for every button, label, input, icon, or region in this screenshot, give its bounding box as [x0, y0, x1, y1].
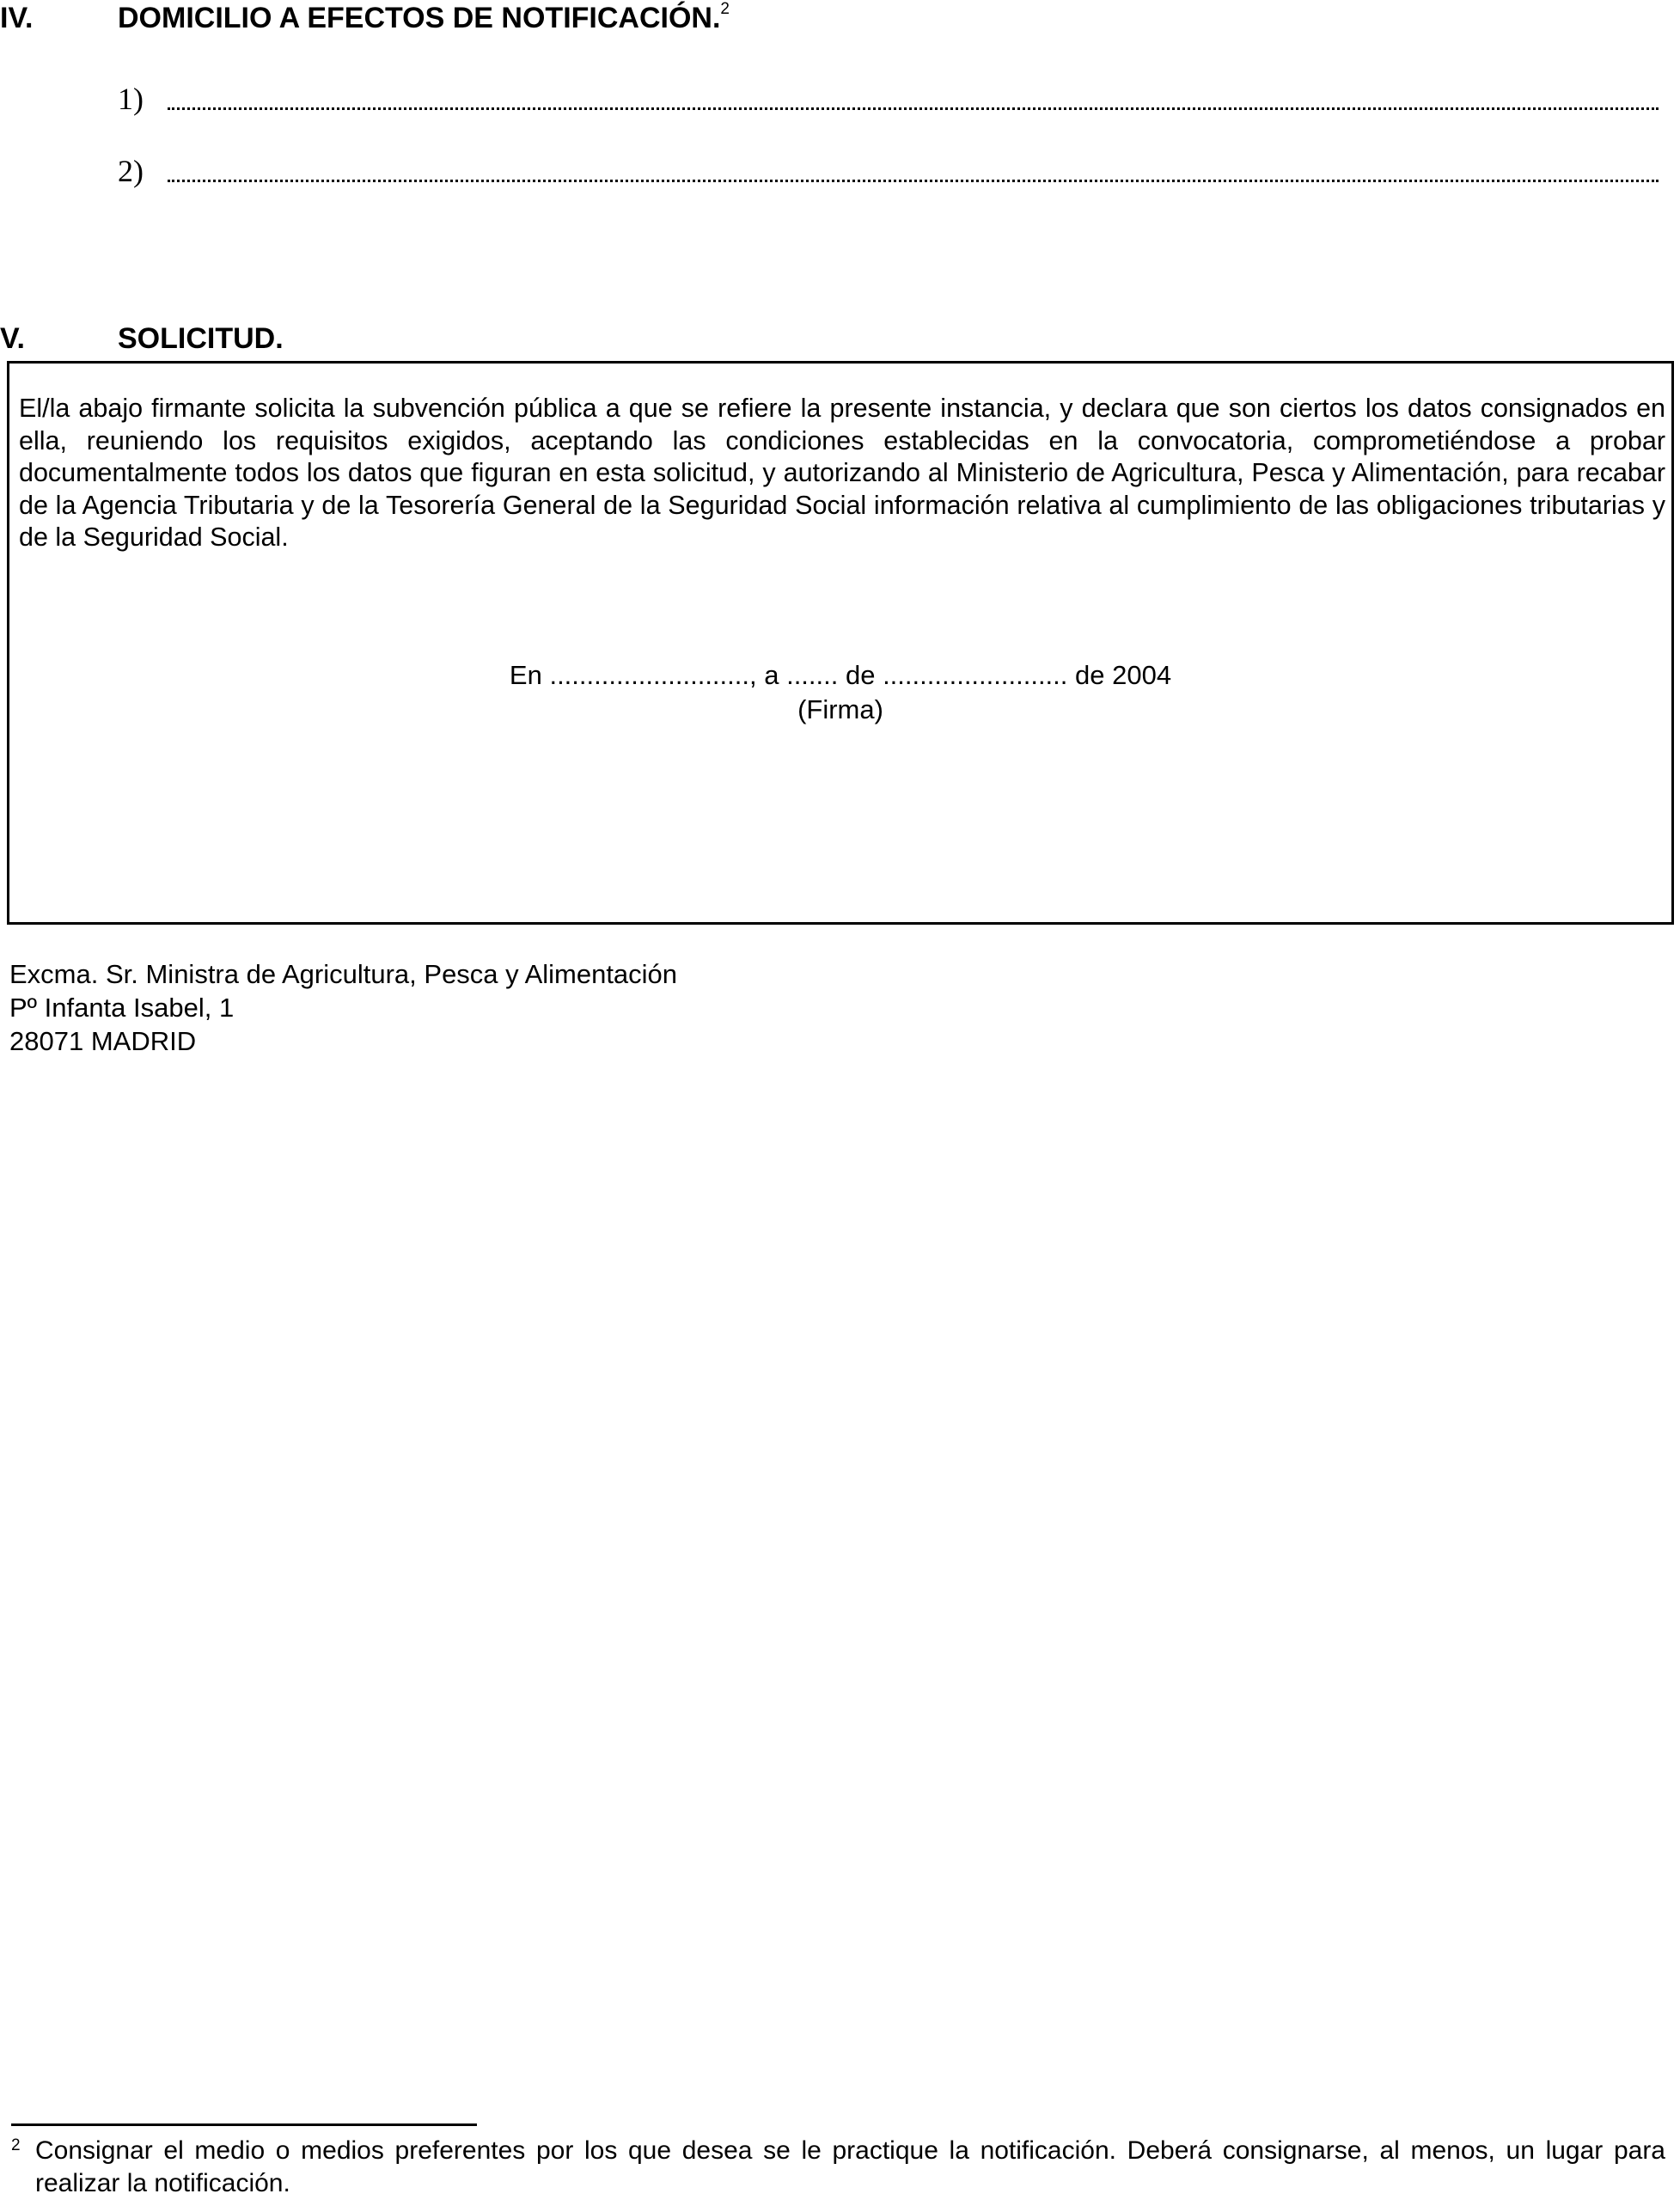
footnote-rule	[11, 2123, 477, 2126]
section-iv-title	[118, 1, 730, 40]
section-v-number: V.	[0, 322, 26, 355]
declaration-text: El/la abajo firmante solicita la subvención pública a que se refiere la presente instancia, y declara que son ciertos los datos consignados en ella, reuniendo los requisitos exigidos, aceptando las condiciones establecidas en la convocatoria, comprometiéndose a probar documentalmente todos los datos que figuran en esta solicitud, y autorizando al Ministerio de Agricultura, Pesca y Alimentación, para recabar de la Agencia Tributaria y de la Tesorería General de la Seguridad Social información relativa al cumplimiento de las obligaciones tributarias y de la Seguridad Social.	[19, 394, 1665, 552]
section-iv-heading	[0, 1, 859, 39]
addressee-line-3: 28071 MADRID	[9, 1026, 197, 1056]
footnote-mark: 2	[11, 2136, 21, 2154]
addressee-line-1: Excma. Sr. Ministra de Agricultura, Pesca y Alimentación	[9, 959, 678, 989]
address-line-1-dotted-field[interactable]	[168, 107, 1659, 110]
section-v-title: SOLICITUD.	[118, 322, 284, 355]
place-date-line[interactable]: En ..........................., a ....... de ......................... de 2004	[509, 660, 1172, 690]
section-v-heading	[0, 321, 516, 359]
solicitud-box	[7, 361, 1674, 925]
section-iv-footnote-ref: 2	[720, 0, 730, 18]
address-line-2-label: 2)	[118, 154, 144, 188]
footnote	[11, 2135, 1665, 2200]
section-iv-number: IV.	[0, 2, 34, 34]
signature-label: (Firma)	[797, 694, 883, 724]
section-iv-title-text: DOMICILIO A EFECTOS DE NOTIFICACIÓN.	[118, 2, 721, 34]
address-line-2[interactable]	[118, 152, 1659, 190]
footnote-text: Consignar el medio o medios preferentes por los que desea se le practique la notificación. Deberá consignarse, al menos, un lugar para realizar la notificación.	[35, 2136, 1665, 2197]
addressee-line-2: Pº Infanta Isabel, 1	[9, 993, 235, 1023]
address-line-2-dotted-field[interactable]	[168, 180, 1659, 182]
address-line-1-label: 1)	[118, 82, 144, 116]
address-line-1[interactable]	[118, 80, 1659, 118]
